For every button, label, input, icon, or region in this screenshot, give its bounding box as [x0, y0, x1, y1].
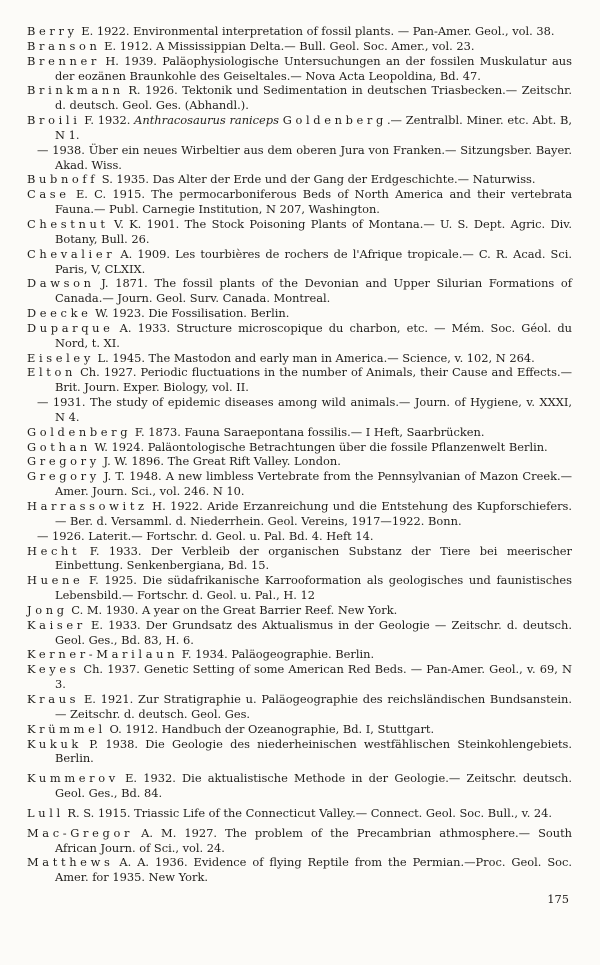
entry-text: H. 1922. Aride Erzanreichung und die Entstehung des Kupforschiefers.— Ber. d. Versamml. d. Niederrhein. Geol. Vereins, 1917—1922. Bonn.	[55, 499, 572, 528]
author-name: Jong	[27, 602, 68, 617]
entry-text: J. T. 1948. A new limbless Vertebrate from the Pennsylvanian of Mazon Creek.— Amer. Journ. Sci., vol. 246. N 10.	[55, 469, 572, 499]
bibliography-entry-same-author	[27, 143, 572, 173]
entry-text: R. 1926. Tektonik und Sedimentation in deutschen Triasbecken.— Zeitschr. d. deutsch. Geol. Ges. (Abhandl.).	[55, 83, 572, 113]
bibliography-entry	[27, 172, 572, 187]
author-name: Gregory	[27, 469, 100, 484]
bibliography-entry	[27, 247, 572, 277]
entry-text: F. 1933. Der Verbleib der organischen Substanz der Tiere bei meerischer Einbettung. Senkenbergiana, Bd. 15.	[55, 543, 572, 573]
entry-text: V. K. 1901. The Stock Poisoning Plants of Montana.— U. S. Dept. Agric. Div. Botany, Bull. 26.	[55, 216, 572, 246]
entry-text: A. M. 1927. The problem of the Precambrian athmosphere.— South African Journ. of Sci., vol. 24.	[55, 825, 572, 855]
entry-text: A. 1933. Structure microscopique du charbon, etc. — Mém. Soc. Géol. du Nord, t. XI.	[55, 320, 572, 350]
bibliography-entry	[27, 771, 572, 801]
author-name: Matthews	[27, 855, 114, 870]
author-name: Keyes	[27, 662, 80, 677]
entry-text: Ch. 1937. Genetic Setting of some American Red Beds. — Pan-Amer. Geol., v. 69, N 3.	[55, 662, 572, 692]
author-name: Chestnut	[27, 216, 109, 231]
author-name: Branson	[27, 38, 101, 53]
author-name: Eiseley	[27, 350, 94, 365]
bibliography-entry	[27, 826, 572, 856]
bibliography-entry	[27, 54, 572, 84]
author-name: Kummerov	[27, 771, 119, 786]
entry-text: — 1938. Über ein neues Wirbeltier aus dem oberen Jura von Franken.— Sitzungsber. Bayer. Akad. Wiss.	[37, 142, 572, 172]
entry-text: A. 1909. Les tourbières de rochers de l'Afrique tropicale.— C. R. Acad. Sci. Paris, V, CLXIX.	[55, 246, 572, 276]
bibliography-entry-same-author	[27, 529, 572, 544]
author-name: Kerner-Marilaun	[27, 647, 179, 662]
author-name: Krümmel	[27, 721, 106, 736]
entry-text: .— Zentralbl. Miner. etc. Abt. B, N 1.	[55, 113, 572, 142]
author-name: Mac-Gregor	[27, 825, 134, 840]
entry-text: — 1931. The study of epidemic diseases among wild animals.— Journ. of Hygiene, v. XXXI, N 4.	[37, 395, 572, 424]
bibliography-entry	[27, 83, 572, 113]
author-name: Chevalier	[27, 246, 116, 261]
author-name: Goldenberg	[27, 424, 132, 439]
author-name: Gregory	[27, 454, 100, 469]
author-name: Elton	[27, 365, 76, 380]
bibliography-entry	[27, 351, 572, 366]
entry-text: J. 1871. The fossil plants of the Devonian and Upper Silurian Formations of Canada.— Journ. Geol. Surv. Canada. Montreal.	[55, 276, 572, 306]
bibliography-entry	[27, 603, 572, 618]
author-name: Harrassowitz	[27, 499, 148, 513]
author-name: Brenner	[27, 53, 100, 68]
bibliography-entry	[27, 806, 572, 821]
entry-text: F. 1934. Paläogeographie. Berlin.	[178, 647, 375, 662]
bibliography-entry	[27, 217, 572, 247]
bibliography-entry	[27, 113, 572, 143]
author-name: Bubnoff	[27, 172, 99, 187]
entry-text: E. 1933. Der Grundsatz des Aktualismus in der Geologie — Zeitschr. d. deutsch. Geol. Ges., Bd. 83, H. 6.	[55, 617, 572, 647]
author-name: Duparque	[27, 320, 114, 335]
entry-text: S. 1935. Das Alter der Erde und der Gang der Erdgeschichte.— Naturwiss.	[98, 172, 536, 187]
author-name: Brinkmann	[27, 83, 124, 98]
author-name: Kraus	[27, 691, 80, 706]
page-number: 175	[547, 892, 569, 907]
entry-text: L. 1945. The Mastodon and early man in America.— Science, v. 102, N 264.	[93, 350, 535, 365]
bibliography-entry	[27, 573, 572, 603]
bibliography-entry	[27, 855, 572, 885]
taxon-title: Anthracosaurus raniceps	[134, 113, 279, 128]
entry-text: C. M. 1930. A year on the Great Barrier Reef. New York.	[67, 602, 398, 617]
entry-text: — 1926. Laterit.— Fortschr. d. Geol. u. Pal. Bd. 4. Heft 14.	[37, 528, 374, 543]
bibliography-entry	[27, 469, 572, 499]
author-name: Huene	[27, 573, 84, 588]
bibliography-entry	[27, 365, 572, 395]
author-name: Broili	[27, 113, 81, 128]
entry-text: P. 1938. Die Geologie des niederheinischen westfählischen Steinkohlengebiets. Berlin.	[55, 736, 572, 766]
entry-text: E. C. 1915. The permocarboniferous Beds of North America and their vertebrata Fauna.— Publ. Carnegie Institution, N 207, Washington.	[55, 187, 572, 217]
bibliography-entry	[27, 662, 572, 692]
author-name: Kaiser	[27, 617, 86, 632]
bibliography-entry	[27, 647, 572, 662]
entry-text: Ch. 1927. Periodic fluctuations in the number of Animals, their Cause and Effects.— Brit. Journ. Exper. Biology, vol. II.	[55, 365, 572, 395]
entry-text: J. W. 1896. The Great Rift Valley. London.	[99, 454, 341, 469]
bibliography-entry	[27, 544, 572, 574]
entry-text: F. 1873. Fauna Saraepontana fossilis.— I Heft, Saarbrücken.	[131, 424, 485, 439]
bibliography-entry	[27, 440, 572, 455]
bibliography-entry	[27, 737, 572, 767]
entry-text: O. 1912. Handbuch der Ozeanographie, Bd. I, Stuttgart.	[105, 721, 435, 736]
bibliography-entry-same-author	[27, 395, 572, 425]
author-name: Lull	[27, 805, 64, 820]
bibliography-entry	[27, 454, 572, 469]
entry-text: R. S. 1915. Triassic Life of the Connecticut Valley.— Connect. Geol. Soc. Bull., v. 24.	[63, 805, 553, 820]
entry-text: W. 1923. Die Fossilisation. Berlin.	[91, 306, 290, 321]
bibliography-entry	[27, 276, 572, 306]
author-name: Dawson	[27, 276, 95, 291]
entry-text: E. 1922. Environmental interpretation of fossil plants. — Pan-Amer. Geol., vol. 38.	[77, 24, 555, 38]
author-name: Goldenberg	[282, 113, 387, 128]
author-name: Deecke	[27, 306, 92, 321]
entry-text: E. 1921. Zur Stratigraphie u. Paläogeographie des reichsländischen Bundsanstein. — Zeitschr. d. deutsch. Geol. Ges.	[55, 691, 572, 721]
bibliography-entry	[27, 722, 572, 737]
entry-text: W. 1924. Paläontologische Betrachtungen über die fossile Pflanzenwelt Berlin.	[90, 439, 548, 454]
bibliography-entry	[27, 187, 572, 217]
bibliography-entry	[27, 306, 572, 321]
entry-text: E. 1932. Die aktualistische Methode in der Geologie.— Zeitschr. deutsch. Geol. Ges., Bd. 84.	[55, 771, 572, 801]
entry-text: F. 1925. Die südafrikanische Karrooformation als geologisches und faunistisches Lebensbild.— Fortschr. d. Geol. u. Pal., H. 12	[55, 573, 572, 603]
bibliography-entry	[27, 692, 572, 722]
bibliography-entry	[27, 39, 572, 54]
entry-text: H. 1939. Paläophysiologische Untersuchungen an der fossilen Muskulatur aus der eozänen Braunkohle des Geiseltales.— Nova Acta Leopoldina, Bd. 47.	[55, 53, 572, 83]
bibliography-entry	[27, 321, 572, 351]
bibliography-list	[27, 24, 572, 885]
entry-text: A. A. 1936. Evidence of flying Reptile from the Permian.—Proc. Geol. Soc. Amer. for 1935. New York.	[55, 855, 572, 885]
author-name: Berry	[27, 24, 78, 38]
author-name: Hecht	[27, 543, 81, 558]
entry-text: F. 1932.	[80, 113, 135, 128]
bibliography-entry	[27, 618, 572, 648]
bibliography-entry	[27, 425, 572, 440]
author-name: Kukuk	[27, 736, 82, 751]
author-name: Gothan	[27, 439, 91, 454]
bibliography-entry	[27, 499, 572, 529]
bibliography-entry	[27, 24, 572, 39]
author-name: Case	[27, 187, 70, 202]
entry-text: E. 1912. A Mississippian Delta.— Bull. Geol. Soc. Amer., vol. 23.	[100, 38, 475, 53]
